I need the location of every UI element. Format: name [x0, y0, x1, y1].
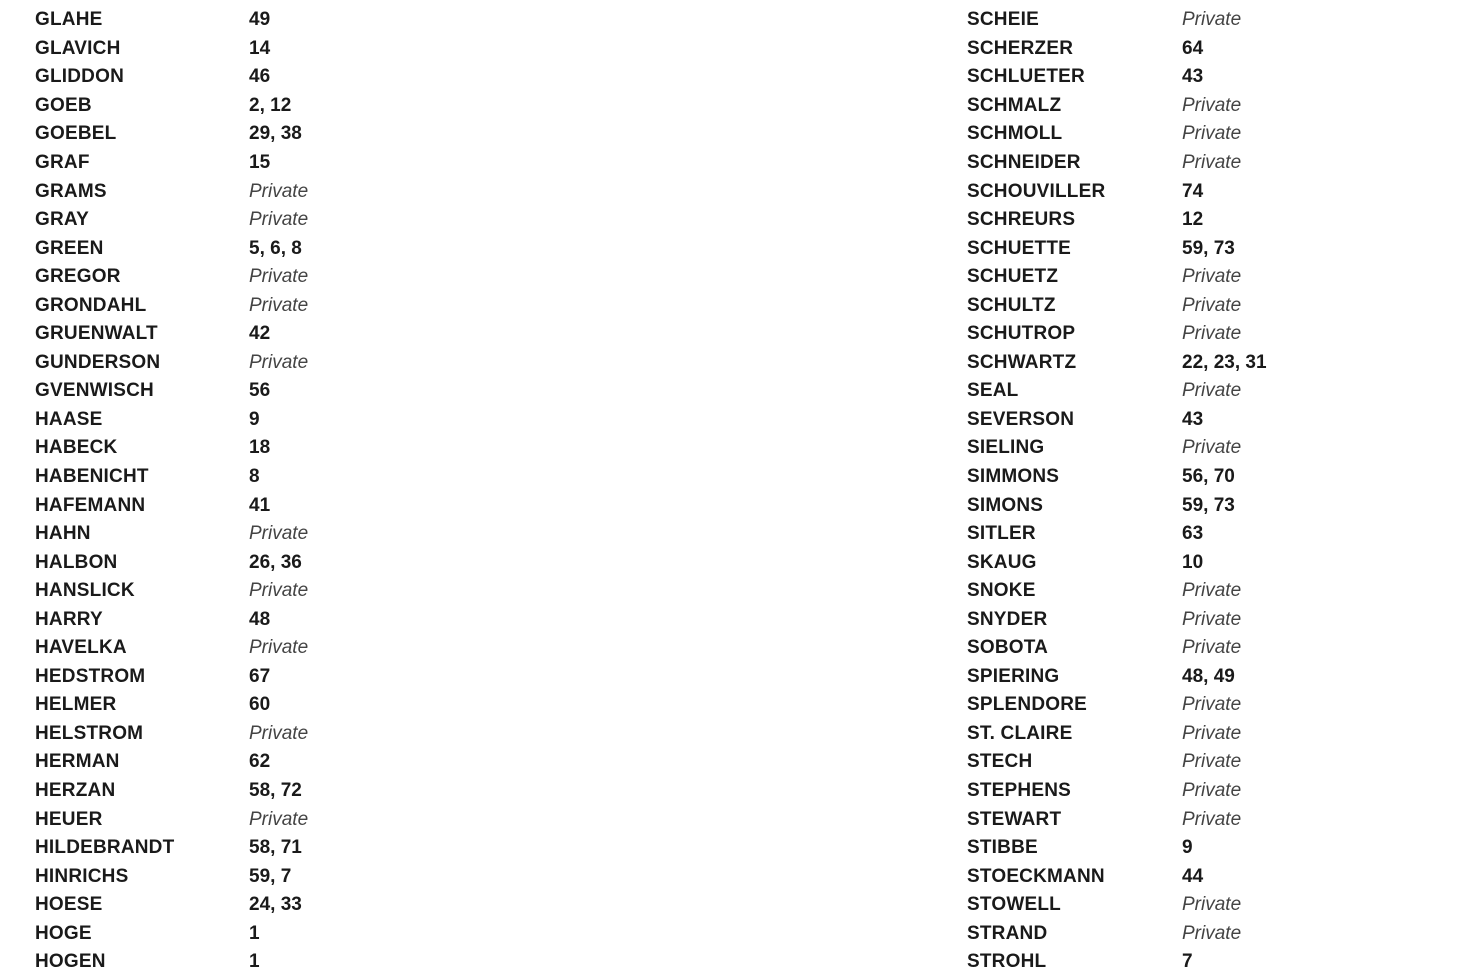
- page-reference: 56, 70: [1182, 466, 1235, 488]
- surname: SCHNEIDER: [967, 152, 1081, 173]
- page-reference: Private: [1182, 9, 1242, 31]
- surname: SCHEIE: [967, 9, 1039, 31]
- index-entry-row: [967, 520, 1267, 549]
- index-entry-row: [35, 206, 308, 235]
- surname: HAHN: [35, 523, 91, 545]
- index-entry-row: [967, 891, 1267, 920]
- page-reference: 7: [1182, 951, 1193, 973]
- index-entry-row: [35, 777, 308, 806]
- index-entry-row: [967, 463, 1267, 492]
- surname: HOESE: [35, 894, 103, 916]
- surname: HAFEMANN: [35, 494, 146, 516]
- surname: GOEBEL: [35, 123, 117, 145]
- surname: SIMONS: [967, 494, 1044, 516]
- page-reference: Private: [1182, 323, 1242, 345]
- page-reference: 43: [1182, 408, 1204, 430]
- surname: SOBOTA: [967, 637, 1049, 659]
- page-reference: 43: [1182, 66, 1204, 88]
- page-reference: Private: [1182, 123, 1242, 145]
- surname: STOECKMANN: [967, 865, 1105, 887]
- index-entry-row: [35, 377, 308, 406]
- surname: GRAY: [35, 209, 89, 231]
- page-reference: 26, 36: [249, 551, 302, 573]
- surname: SNYDER: [967, 608, 1048, 630]
- surname: GRAMS: [35, 180, 107, 202]
- page-reference: Private: [249, 722, 309, 744]
- surname: STEWART: [967, 808, 1062, 830]
- surname: SCHREURS: [967, 209, 1076, 231]
- index-entry-row: [967, 577, 1267, 606]
- index-entry-row: [35, 6, 308, 35]
- page-reference: Private: [249, 523, 309, 545]
- page-reference: 15: [249, 152, 271, 173]
- page-reference: Private: [249, 209, 309, 231]
- index-entry-row: [967, 834, 1267, 863]
- index-entry-row: [967, 177, 1267, 206]
- surname: STROHL: [967, 951, 1047, 973]
- page-reference: Private: [249, 266, 309, 288]
- index-entry-row: [967, 6, 1267, 35]
- page-reference: 44: [1182, 865, 1204, 887]
- page-reference: Private: [1182, 922, 1242, 944]
- page-reference: 2, 12: [249, 94, 292, 116]
- index-entry-row: [35, 35, 308, 64]
- surname: SITLER: [967, 523, 1036, 545]
- page-reference: 74: [1182, 180, 1204, 202]
- index-entry-row: [35, 605, 308, 634]
- page-reference: 49: [249, 9, 271, 31]
- surname: GLAVICH: [35, 37, 121, 59]
- page-reference: 46: [249, 66, 271, 88]
- index-entry-row: [35, 520, 308, 549]
- surname: SCHERZER: [967, 37, 1074, 59]
- index-entry-row: [35, 92, 308, 121]
- index-entry-row: [35, 120, 308, 149]
- index-entry-row: [35, 63, 308, 92]
- index-entry-row: [35, 491, 308, 520]
- surname: SCHUETZ: [967, 266, 1059, 288]
- page-reference: Private: [1182, 94, 1242, 116]
- surname: HANSLICK: [35, 580, 135, 602]
- surname: GOEB: [35, 94, 92, 116]
- index-entry-row: [967, 777, 1267, 806]
- surname: SCHMOLL: [967, 123, 1063, 145]
- page-reference: 67: [249, 665, 271, 687]
- page-reference: Private: [249, 808, 309, 830]
- page-reference: 18: [249, 437, 271, 459]
- surname: HAASE: [35, 408, 103, 430]
- index-entry-row: [967, 320, 1267, 349]
- page-reference: 5, 6, 8: [249, 237, 302, 259]
- index-entry-row: [967, 206, 1267, 235]
- index-entry-row: [35, 320, 308, 349]
- surname: SCHULTZ: [967, 294, 1056, 316]
- index-entry-row: [967, 291, 1267, 320]
- surname: GVENWISCH: [35, 380, 154, 402]
- page-reference: 58, 71: [249, 837, 302, 859]
- page-reference: Private: [1182, 808, 1242, 830]
- index-entry-row: [35, 177, 308, 206]
- surname: STEPHENS: [967, 780, 1072, 802]
- page-reference: 62: [249, 751, 271, 773]
- page-reference: 60: [249, 694, 271, 716]
- index-entry-row: [35, 805, 308, 834]
- surname: STIBBE: [967, 837, 1038, 859]
- surname: GRAF: [35, 152, 90, 173]
- surname: SCHOUVILLER: [967, 180, 1106, 202]
- page-reference: Private: [1182, 152, 1242, 173]
- surname: HEDSTROM: [35, 665, 146, 687]
- page-reference: 58, 72: [249, 780, 302, 802]
- surname: SKAUG: [967, 551, 1037, 573]
- index-entry-row: [35, 634, 308, 663]
- index-entry-row: [967, 120, 1267, 149]
- index-entry-row: [35, 720, 308, 749]
- surname: SCHMALZ: [967, 94, 1062, 116]
- surname: HOGE: [35, 922, 92, 944]
- page-reference: 1: [249, 922, 260, 944]
- page-reference: Private: [1182, 294, 1242, 316]
- index-entry-row: [967, 263, 1267, 292]
- index-entry-row: [35, 234, 308, 263]
- page-reference: Private: [249, 294, 309, 316]
- index-entry-row: [967, 377, 1267, 406]
- index-entry-row: [967, 748, 1267, 777]
- surname: GLAHE: [35, 9, 103, 31]
- surname: SCHUTROP: [967, 323, 1076, 345]
- surname: HELMER: [35, 694, 117, 716]
- page-reference: Private: [249, 637, 309, 659]
- index-entry-row: [967, 434, 1267, 463]
- page-reference: 59, 73: [1182, 237, 1235, 259]
- index-entry-row: [35, 691, 308, 720]
- surname: HELSTROM: [35, 722, 144, 744]
- page-reference: 48: [249, 608, 271, 630]
- index-entry-row: [967, 63, 1267, 92]
- surname: ST. CLAIRE: [967, 722, 1073, 744]
- index-entry-row: [967, 920, 1267, 949]
- page-reference: 64: [1182, 37, 1204, 59]
- index-entry-row: [35, 149, 308, 178]
- index-entry-row: [967, 406, 1267, 435]
- index-entry-row: [967, 663, 1267, 692]
- surname: HOGEN: [35, 951, 106, 973]
- page-reference: 59, 7: [249, 865, 292, 887]
- surname: SEVERSON: [967, 408, 1075, 430]
- surname: HARRY: [35, 608, 103, 630]
- page-reference: Private: [1182, 266, 1242, 288]
- surname: SNOKE: [967, 580, 1036, 602]
- page-reference: Private: [1182, 751, 1242, 773]
- page-reference: Private: [1182, 894, 1242, 916]
- page-reference: Private: [249, 180, 309, 202]
- index-entry-row: [35, 891, 308, 920]
- page-reference: 9: [1182, 837, 1193, 859]
- surname: GREGOR: [35, 266, 121, 288]
- surname: GUNDERSON: [35, 351, 161, 373]
- page-reference: 48, 49: [1182, 665, 1235, 687]
- surname: SEAL: [967, 380, 1019, 402]
- index-column-right: [967, 6, 1267, 977]
- surname: SPLENDORE: [967, 694, 1088, 716]
- surname: GLIDDON: [35, 66, 125, 88]
- surname: HABECK: [35, 437, 118, 459]
- index-entry-row: [35, 263, 308, 292]
- page-reference: 12: [1182, 209, 1204, 231]
- page-reference: Private: [1182, 637, 1242, 659]
- page-reference: 8: [249, 466, 260, 488]
- index-entry-row: [967, 691, 1267, 720]
- index-entry-row: [967, 862, 1267, 891]
- page-reference: Private: [1182, 580, 1242, 602]
- page-reference: 59, 73: [1182, 494, 1235, 516]
- surname: SCHUETTE: [967, 237, 1071, 259]
- page-reference: 9: [249, 408, 260, 430]
- index-entry-row: [967, 491, 1267, 520]
- page-reference: 10: [1182, 551, 1204, 573]
- index-entry-row: [35, 834, 308, 863]
- index-entry-row: [967, 605, 1267, 634]
- page-reference: 41: [249, 494, 271, 516]
- surname: HEUER: [35, 808, 103, 830]
- surname: HILDEBRANDT: [35, 837, 175, 859]
- index-entry-row: [967, 634, 1267, 663]
- page-reference: 22, 23, 31: [1182, 351, 1267, 373]
- index-entry-row: [35, 406, 308, 435]
- page-reference: Private: [249, 580, 309, 602]
- index-entry-row: [967, 234, 1267, 263]
- index-entry-row: [967, 35, 1267, 64]
- page-reference: Private: [1182, 722, 1242, 744]
- surname: HALBON: [35, 551, 118, 573]
- index-entry-row: [35, 748, 308, 777]
- index-entry-row: [967, 948, 1267, 977]
- page-reference: Private: [249, 351, 309, 373]
- surname: SIMMONS: [967, 466, 1060, 488]
- page-reference: Private: [1182, 780, 1242, 802]
- page-reference: 14: [249, 37, 271, 59]
- index-entry-row: [35, 862, 308, 891]
- surname: SPIERING: [967, 665, 1060, 687]
- surname: HERZAN: [35, 780, 116, 802]
- surname: STECH: [967, 751, 1033, 773]
- page-reference: 56: [249, 380, 271, 402]
- page-reference: 63: [1182, 523, 1204, 545]
- surname: SCHWARTZ: [967, 351, 1077, 373]
- page-reference: Private: [1182, 608, 1242, 630]
- index-entry-row: [35, 577, 308, 606]
- surname: GRUENWALT: [35, 323, 158, 345]
- index-entry-row: [967, 548, 1267, 577]
- page-reference: Private: [1182, 380, 1242, 402]
- surname: HAVELKA: [35, 637, 127, 659]
- index-entry-row: [35, 434, 308, 463]
- index-entry-row: [35, 920, 308, 949]
- page-reference: 42: [249, 323, 271, 345]
- index-entry-row: [35, 463, 308, 492]
- surname: SIELING: [967, 437, 1045, 459]
- index-entry-row: [35, 349, 308, 378]
- index-column-left: [35, 6, 308, 977]
- surname: HINRICHS: [35, 865, 129, 887]
- index-entry-row: [967, 149, 1267, 178]
- surname: HABENICHT: [35, 466, 149, 488]
- index-entry-row: [35, 548, 308, 577]
- page-reference: Private: [1182, 694, 1242, 716]
- surname: GRONDAHL: [35, 294, 147, 316]
- index-entry-row: [967, 92, 1267, 121]
- page-reference: 29, 38: [249, 123, 302, 145]
- index-entry-row: [35, 663, 308, 692]
- surname: SCHLUETER: [967, 66, 1085, 88]
- page-reference: 24, 33: [249, 894, 302, 916]
- surname: STRAND: [967, 922, 1048, 944]
- index-entry-row: [967, 349, 1267, 378]
- surname: STOWELL: [967, 894, 1061, 916]
- surname: HERMAN: [35, 751, 120, 773]
- page-reference: 1: [249, 951, 260, 973]
- page-reference: Private: [1182, 437, 1242, 459]
- index-entry-row: [35, 291, 308, 320]
- index-entry-row: [967, 720, 1267, 749]
- index-entry-row: [35, 948, 308, 977]
- index-entry-row: [967, 805, 1267, 834]
- surname: GREEN: [35, 237, 104, 259]
